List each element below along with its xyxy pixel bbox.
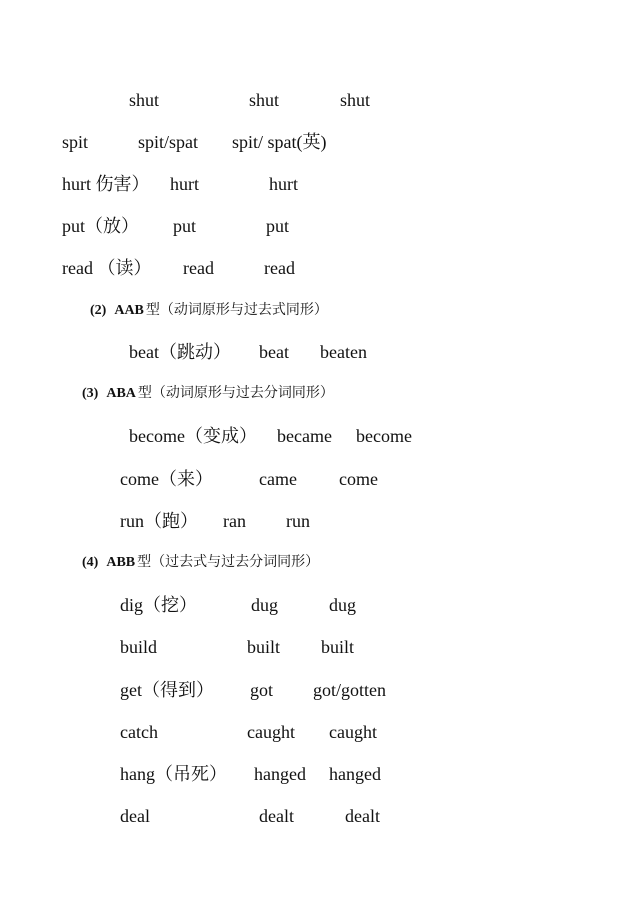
verb-past: dealt [259, 806, 294, 826]
verb-participle: run [286, 511, 310, 531]
verb-participle: built [321, 637, 355, 657]
verb-past: built [247, 637, 281, 657]
verb-participle: shut [340, 90, 371, 110]
verb-base: hurt 伤害） [62, 174, 150, 194]
verb-past: ran [223, 511, 246, 531]
verb-base: hang（吊死） [120, 764, 227, 784]
verb-base: become（变成） [129, 426, 257, 446]
verb-participle: hanged [329, 764, 381, 784]
verb-past: came [259, 469, 297, 489]
verb-participle: got/gotten [313, 680, 386, 700]
section-type: ABB [106, 555, 136, 570]
section-heading [90, 302, 328, 320]
verb-base: come（来） [120, 469, 213, 489]
verb-participle: become [356, 426, 412, 446]
verb-participle: come [339, 469, 378, 489]
verb-participle: caught [329, 722, 377, 742]
verb-base: catch [120, 722, 158, 742]
verb-past: hurt [170, 174, 199, 194]
verb-participle: dealt [345, 806, 380, 826]
verb-base: build [120, 637, 158, 657]
section-type: ABA [106, 386, 136, 401]
verb-participle: beaten [320, 342, 367, 362]
verb-past: dug [251, 595, 278, 615]
section-type: AAB [114, 303, 144, 318]
verb-base: deal [120, 806, 150, 826]
verb-past: caught [247, 722, 295, 742]
section-heading [82, 554, 319, 572]
verb-participle: read [264, 258, 295, 278]
section-description: 型（动词原形与过去式同形） [145, 303, 328, 318]
verb-past: beat [259, 342, 289, 362]
section-heading [82, 385, 334, 403]
verb-base: shut [129, 90, 160, 110]
verb-participle: put [266, 216, 290, 236]
verb-base: dig（挖） [120, 595, 198, 615]
section-number: (4) [82, 555, 99, 570]
section-description: 型（动词原形与过去分词同形） [137, 386, 334, 401]
verb-base: read （读） [62, 258, 152, 278]
verb-participle: hurt [269, 174, 298, 194]
verb-past: hanged [254, 764, 306, 784]
verb-past: got [250, 680, 274, 700]
verb-base: beat（跳动） [129, 342, 231, 362]
verb-participle: dug [329, 595, 356, 615]
verb-base: get（得到） [120, 680, 214, 700]
section-number: (3) [82, 386, 99, 401]
section-description: 型（过去式与过去分词同形） [137, 555, 320, 570]
verb-past: shut [249, 90, 280, 110]
verb-participle: spit/ spat(英) [232, 132, 327, 152]
verb-past: put [173, 216, 197, 236]
verb-past: read [183, 258, 214, 278]
verb-base: run（跑） [120, 511, 198, 531]
verb-base: spit [62, 132, 89, 152]
verb-base: put（放） [62, 216, 140, 236]
section-number: (2) [90, 303, 107, 318]
verb-past: became [277, 426, 332, 446]
verb-past: spit/spat [138, 132, 199, 152]
